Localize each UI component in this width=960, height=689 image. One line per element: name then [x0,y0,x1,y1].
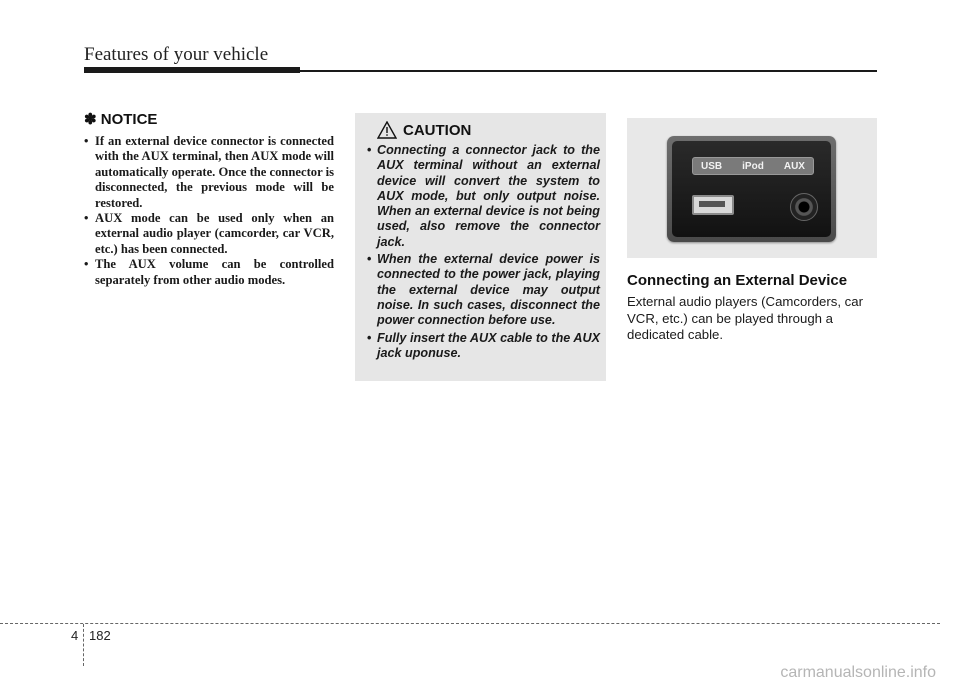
notice-item: • AUX mode can be used only when an external audio player (camcorder, car VCR, etc.) has been connected. [84,211,334,257]
usb-label: USB [701,160,723,172]
header-rule-thick [84,67,300,73]
port-panel-inner [672,141,831,237]
watermark: carmanualsonline.info [780,664,936,681]
notice-title: ✽ NOTICE [84,111,158,128]
footer-rule [0,623,940,624]
notice-list [84,134,334,288]
notice-section [84,110,334,288]
chapter-number: 4 [71,628,79,643]
section-heading: Connecting an External Device [627,272,848,289]
port-label-strip [692,157,814,175]
caution-item: • Fully insert the AUX cable to the AUX jack uponuse. [367,331,600,362]
aux-jack-icon [790,193,818,221]
caution-title: CAUTION [403,121,472,139]
aux-port-photo [627,118,877,258]
footer-divider [83,624,84,666]
ipod-label: iPod [742,160,764,172]
caution-box [355,113,606,381]
header-title: Features of your vehicle [84,44,269,65]
aux-label: AUX [783,160,805,172]
caution-header [377,121,600,139]
caution-item: • Connecting a connector jack to the AUX terminal without an external device will convert the system to AUX mode, but only output noise. When an external device is not being used, also remove the connector jack. [367,143,600,250]
section-body: External audio players (Camcorders, car VCR, etc.) can be played through a dedicated cable. [627,294,864,342]
notice-item: • If an external device connector is connected with the AUX terminal, then AUX mode will automatically operate. Once the connector is disconnected, the previous mode will be restored. [84,134,334,211]
caution-list [367,143,600,361]
port-panel [667,136,836,242]
caution-item: • When the external device power is connected to the power jack, playing the external device may output noise. In such cases, disconnect the power connection before use. [367,252,600,328]
warning-triangle-icon [377,121,397,139]
notice-item: • The AUX volume can be controlled separately from other audio modes. [84,257,334,288]
header-rule-thin [300,70,877,72]
page-number: 182 [89,628,111,643]
usb-port-icon [692,195,734,215]
